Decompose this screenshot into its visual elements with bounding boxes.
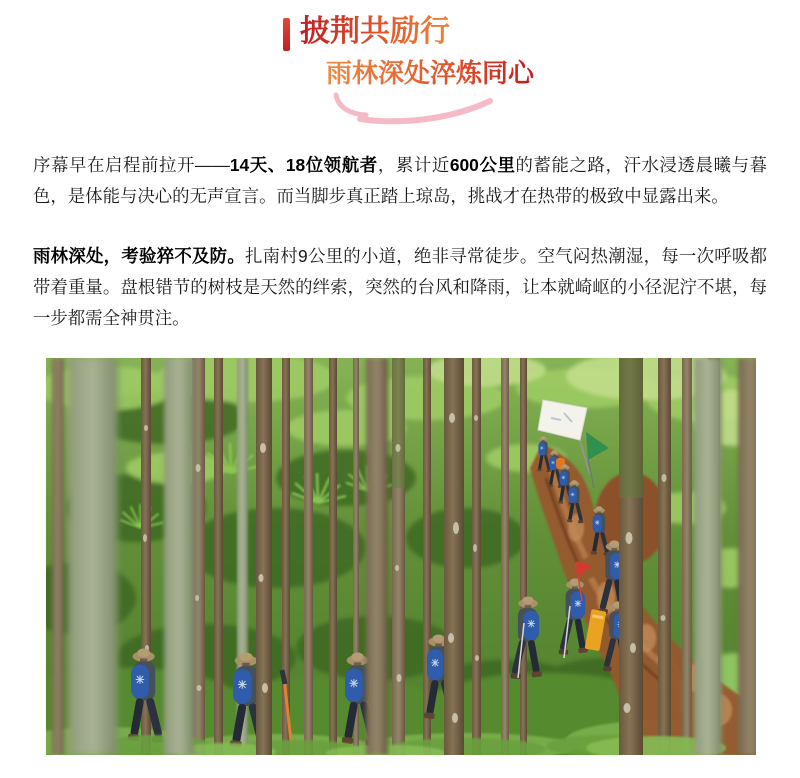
trail-photo[interactable] xyxy=(46,358,756,755)
paragraph-2 xyxy=(33,241,767,334)
p2-rest: 扎南村9公里的小道，绝非寻常徒步。空气闷热潮湿，每一次呼吸都带着重量。盘根错节的树枝是天然的绊索，突然的台风和降雨，让本就崎岖的小径泥泞不堪，每一步都需全神贯注。 xyxy=(33,246,767,328)
p1-mid: ，累计近 xyxy=(377,155,450,175)
p1-bold-distance: 600公里 xyxy=(449,155,516,175)
title-accent-bar xyxy=(283,18,290,51)
article-title-line1: 披荆共励行 xyxy=(300,15,450,48)
article-title-line2: 雨林深处淬炼同心 xyxy=(326,58,535,88)
p1-rest: 的蓄能之路，汗水浸透晨曦与暮色，是体能与决心的无声宣言。而当脚步真正踏上琼岛，挑战才在热带的极致中显露出来。 xyxy=(33,155,767,206)
title-underline-swoosh-icon xyxy=(330,92,500,126)
paragraph-1 xyxy=(33,150,767,212)
p2-bold-lede: 雨林深处，考验猝不及防。 xyxy=(33,246,245,266)
p1-lead: 序幕早在启程前拉开—— xyxy=(33,155,230,175)
p1-bold-duration: 14天、18位领航者 xyxy=(229,155,378,175)
trail-photo-graphic xyxy=(46,358,756,755)
